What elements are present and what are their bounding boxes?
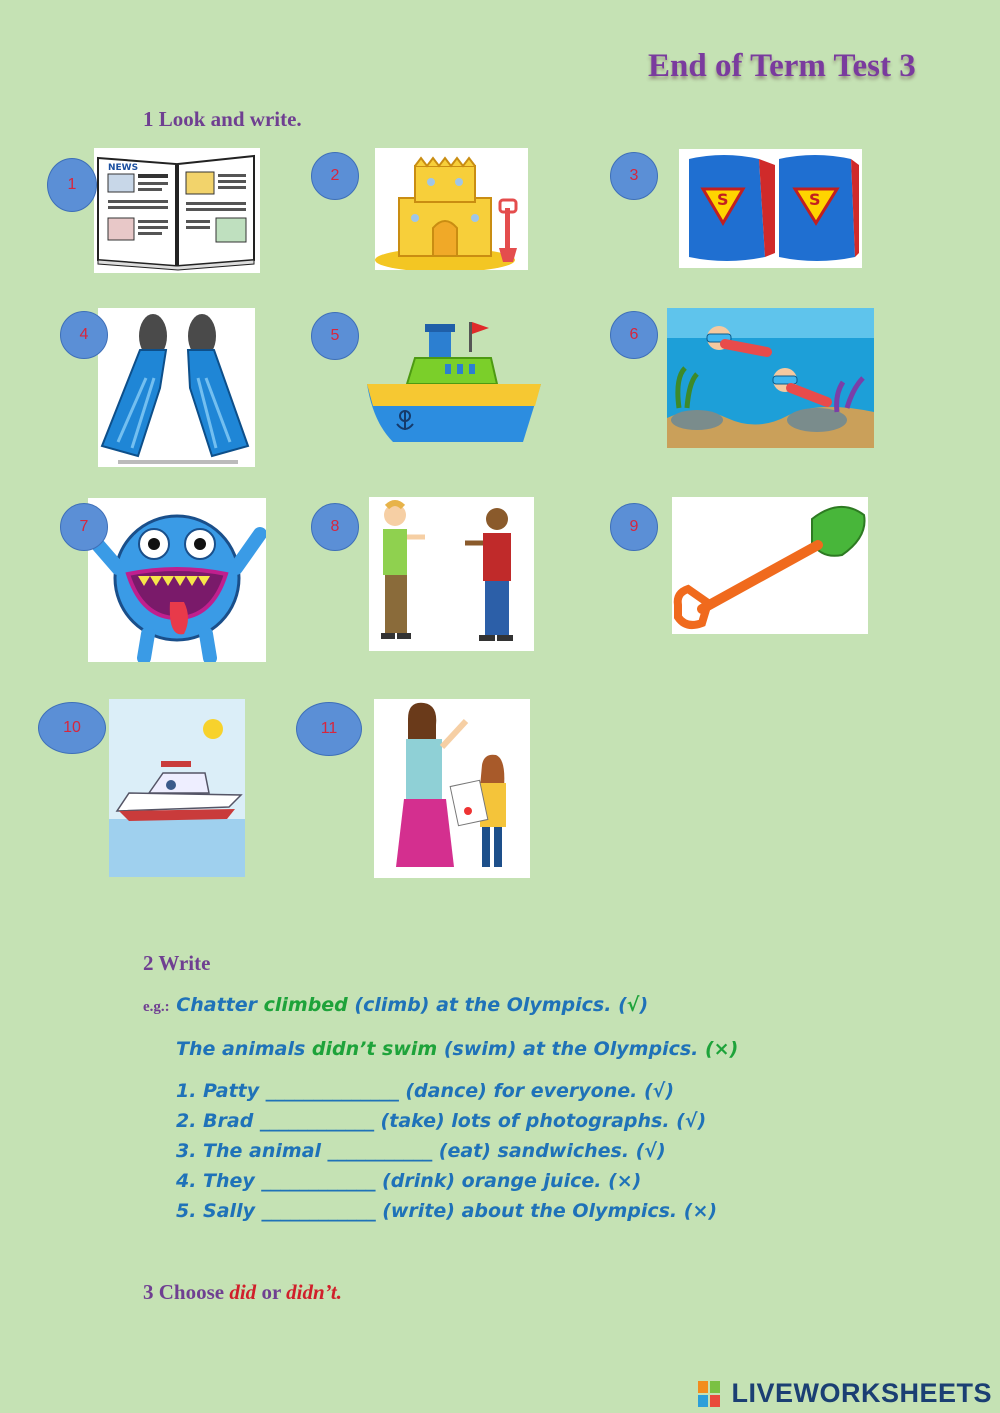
item-number-badge: 3 [610,152,658,200]
item-number-badge: 5 [311,312,359,360]
liveworksheets-brand[interactable]: LIVEWORKSHEETS [731,1378,992,1408]
example1-answer: climbed [263,994,348,1016]
armbands-icon [679,149,862,268]
svg-text:NEWS: NEWS [108,163,139,173]
example1-mark: √ [626,994,640,1016]
newspaper-picture [94,148,260,273]
svg-text:S: S [717,190,729,209]
newspaper-icon [94,148,260,273]
boat-picture [365,318,542,446]
snorkelling-picture [667,308,874,448]
item-number-badge: 2 [311,152,359,200]
flippers-picture [98,308,255,467]
snorkelling-icon [667,308,874,448]
liveworksheets-logo-icon [698,1381,720,1407]
flippers-icon [98,308,255,467]
example-sentence-1 [143,994,648,1016]
example2-rest: (swim) at the Olympics. [437,1038,705,1060]
item-number-badge: 1 [47,158,97,212]
page-title: End of Term Test 3 [648,48,916,84]
friends-icon [369,497,534,651]
section3-prefix: 3 Choose [143,1280,230,1304]
example-sentence-2 [176,1038,738,1060]
item-number-badge: 8 [311,503,359,551]
sandcastle-icon [375,148,528,270]
example2-subject: The animals [176,1038,312,1060]
item-number-badge: 11 [296,702,362,756]
item-number-badge: 4 [60,311,108,359]
section3-word-didnt: didn’t. [286,1280,342,1304]
example1-rest: (climb) at the Olympics. ( [347,994,627,1016]
example2-mark: (×) [705,1038,739,1060]
eg-label: e.g.: [143,999,170,1015]
spade-icon [672,497,868,634]
section2-heading: 2 Write [143,951,211,975]
exercise-sentence-1[interactable]: 1. Patty ______________ (dance) for everyone. (√) [176,1080,674,1102]
example1-subject: Chatter [176,994,264,1016]
item-number-badge: 7 [60,503,108,551]
section3-heading [143,1280,342,1305]
spade-picture [672,497,868,634]
speedboat-picture [109,699,245,877]
exercise-sentence-3[interactable]: 3. The animal ___________ (eat) sandwiches. (√) [176,1140,666,1162]
sandcastle-picture [375,148,528,270]
item-number-badge: 6 [610,311,658,359]
exercise-sentence-4[interactable]: 4. They ____________ (drink) orange juice. (×) [176,1170,642,1192]
example1-close: ) [639,994,649,1016]
item-number-badge: 10 [38,702,106,754]
example2-answer: didn’t swim [311,1038,438,1060]
monster-icon [88,498,266,662]
section3-word-did: did [229,1280,257,1304]
certificate-icon [374,699,530,878]
section3-middle: or [256,1280,287,1304]
armbands-picture [679,149,862,268]
item-number-badge: 9 [610,503,658,551]
friends-picture [369,497,534,651]
monster-picture [88,498,266,662]
boat-icon [365,318,542,446]
svg-text:S: S [809,190,821,209]
certificate-picture [374,699,530,878]
speedboat-icon [109,699,245,877]
exercise-sentence-5[interactable]: 5. Sally ____________ (write) about the Olympics. (×) [176,1200,718,1222]
section1-heading: 1 Look and write. [143,107,302,131]
exercise-sentence-2[interactable]: 2. Brad ____________ (take) lots of photographs. (√) [176,1110,707,1132]
